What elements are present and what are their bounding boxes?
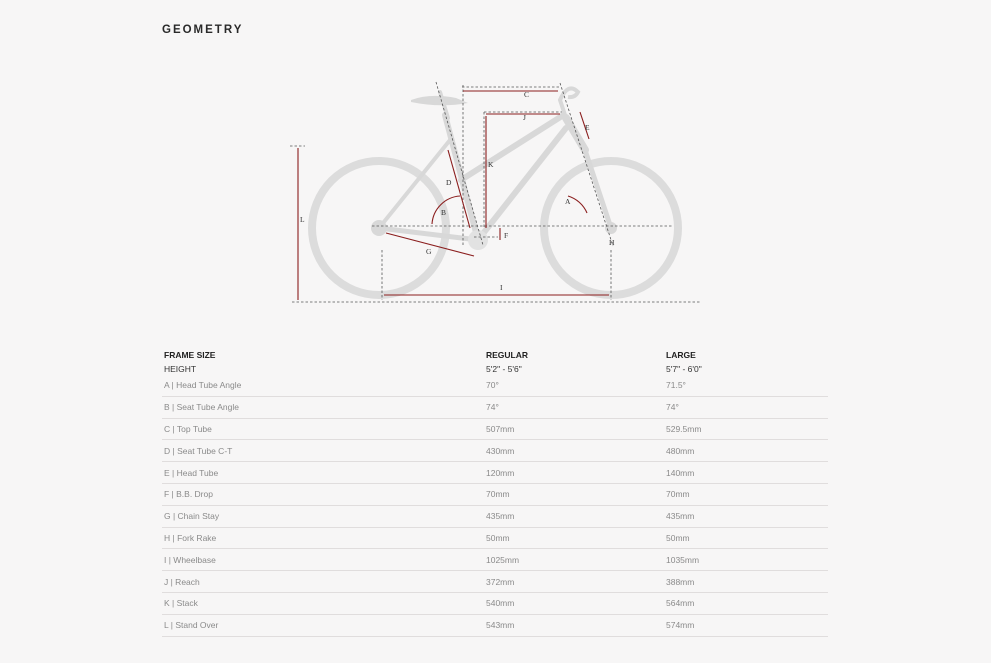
large-value: 1035mm xyxy=(664,549,828,571)
label-l: L xyxy=(300,215,305,224)
table-row xyxy=(162,549,828,571)
large-value: 140mm xyxy=(664,462,828,484)
front-hub xyxy=(605,222,617,234)
height-large: 5'7" - 6'0" xyxy=(666,363,702,374)
label-f: F xyxy=(504,231,509,240)
page-title: GEOMETRY xyxy=(162,24,244,36)
regular-value: 540mm xyxy=(484,592,664,614)
saddle xyxy=(411,96,468,105)
reference-lines xyxy=(290,82,700,302)
label-a: A xyxy=(565,197,571,206)
table-body xyxy=(162,362,828,636)
label-h: H xyxy=(609,238,615,247)
table-row xyxy=(162,440,828,462)
table-row xyxy=(162,483,828,505)
regular-value: 50mm xyxy=(484,527,664,549)
table-row xyxy=(162,527,828,549)
measurement-label: J | Reach xyxy=(162,571,484,593)
measurement-label: L | Stand Over xyxy=(162,614,484,636)
regular-value: 372mm xyxy=(484,571,664,593)
table-row xyxy=(162,462,828,484)
chainring xyxy=(468,230,488,250)
header-frame-size: FRAME SIZE xyxy=(164,350,216,360)
measurement-label: I | Wheelbase xyxy=(162,549,484,571)
large-value: 50mm xyxy=(664,527,828,549)
regular-value: 70° xyxy=(484,375,664,396)
large-value: 388mm xyxy=(664,571,828,593)
label-b: B xyxy=(441,208,447,217)
measurement-label: D | Seat Tube C-T xyxy=(162,440,484,462)
regular-value: 70mm xyxy=(484,483,664,505)
rear-hub xyxy=(371,220,387,236)
label-e: E xyxy=(585,123,590,132)
table-row xyxy=(162,375,828,396)
label-d: D xyxy=(446,178,452,187)
measurement-label: A | Head Tube Angle xyxy=(162,375,484,396)
measurement-label: G | Chain Stay xyxy=(162,505,484,527)
measurement-label: B | Seat Tube Angle xyxy=(162,396,484,418)
label-g: G xyxy=(426,247,432,256)
large-value: 529.5mm xyxy=(664,418,828,440)
large-value: 574mm xyxy=(664,614,828,636)
regular-value: 74° xyxy=(484,396,664,418)
measurement-label: C | Top Tube xyxy=(162,418,484,440)
large-value: 480mm xyxy=(664,440,828,462)
large-value: 70mm xyxy=(664,483,828,505)
large-value: 564mm xyxy=(664,592,828,614)
table-row xyxy=(162,396,828,418)
large-value: 435mm xyxy=(664,505,828,527)
regular-value: 120mm xyxy=(484,462,664,484)
large-value: 71.5° xyxy=(664,375,828,396)
table-row xyxy=(162,418,828,440)
handlebar xyxy=(560,88,578,100)
table-row xyxy=(162,505,828,527)
height-label: HEIGHT xyxy=(164,363,197,374)
regular-value: 430mm xyxy=(484,440,664,462)
regular-value: 507mm xyxy=(484,418,664,440)
measurement-label: K | Stack xyxy=(162,592,484,614)
geometry-table xyxy=(162,348,828,637)
regular-value: 1025mm xyxy=(484,549,664,571)
regular-value: 435mm xyxy=(484,505,664,527)
table-row xyxy=(162,571,828,593)
header-regular: REGULAR xyxy=(486,350,529,360)
label-c: C xyxy=(524,90,530,99)
regular-value: 543mm xyxy=(484,614,664,636)
table-row xyxy=(162,592,828,614)
label-i: I xyxy=(500,283,503,292)
label-j: J xyxy=(523,113,526,122)
large-value: 74° xyxy=(664,396,828,418)
measurement-label: H | Fork Rake xyxy=(162,527,484,549)
height-regular: 5'2" - 5'6" xyxy=(486,363,522,374)
height-row xyxy=(162,362,828,375)
table-row xyxy=(162,614,828,636)
header-large: LARGE xyxy=(666,350,696,360)
measurement-label: F | B.B. Drop xyxy=(162,483,484,505)
table-header-row xyxy=(162,348,828,362)
measurement-label: E | Head Tube xyxy=(162,462,484,484)
label-k: K xyxy=(488,160,494,169)
